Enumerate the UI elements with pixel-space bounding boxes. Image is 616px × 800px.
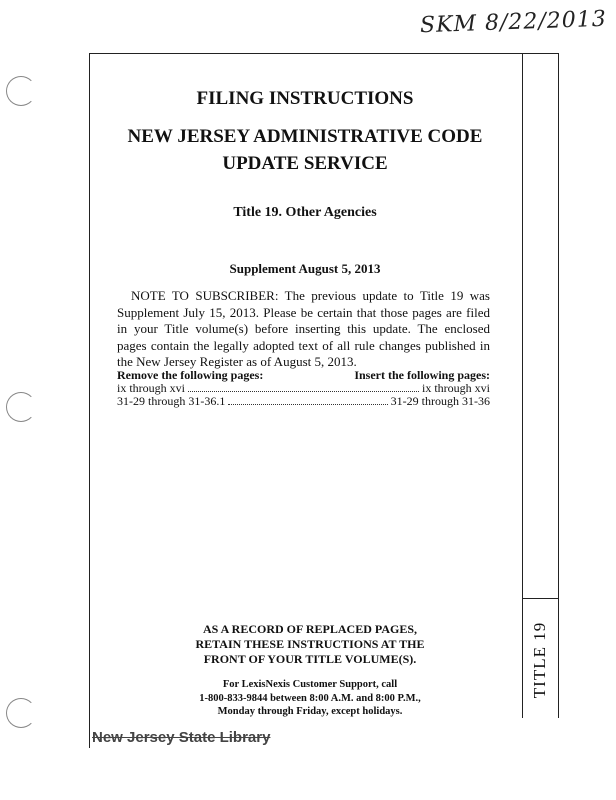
- support-line-3: Monday through Friday, except holidays.: [217, 706, 403, 717]
- insert-pages: 31-29 through 31-36: [390, 394, 490, 408]
- insert-pages: ix through xvi: [422, 381, 490, 395]
- record-instructions: [170, 622, 450, 667]
- remove-pages: 31-29 through 31-36.1: [117, 394, 226, 408]
- tab-divider-left: [522, 53, 523, 718]
- subtitle-line-1: NEW JERSEY ADMINISTRATIVE CODE: [127, 126, 483, 147]
- tab-marker: [522, 598, 558, 599]
- punch-hole-middle: [6, 392, 36, 422]
- punch-hole-top: [6, 76, 36, 106]
- table-row: [117, 394, 490, 409]
- page-frame-top: [89, 53, 559, 54]
- remove-header: Remove the following pages:: [117, 368, 264, 382]
- leader-dots: [188, 382, 419, 392]
- support-line-2: 1-800-833-9844 between 8:00 A.M. and 8:00 P.M.,: [199, 692, 421, 704]
- handwritten-annotation: SKM 8/22/2013: [419, 6, 608, 39]
- page-title: FILING INSTRUCTIONS: [196, 88, 414, 109]
- record-line-1: AS A RECORD OF REPLACED PAGES,: [202, 622, 418, 636]
- customer-support-info: [170, 678, 450, 719]
- page-subtitle: [100, 123, 510, 177]
- page-frame-left: [89, 53, 90, 748]
- support-line-1: For LexisNexis Customer Support, call: [222, 679, 398, 690]
- tab-divider-right: [558, 53, 559, 718]
- punch-hole-bottom: [6, 698, 36, 728]
- note-to-subscriber: NOTE TO SUBSCRIBER: The previous update to Title 19 was Supplement July 15, 2013. Please be certain that those pages are filed in your Title volume(s) before inserting this update. The enclosed pages contain the legally adopted text of all rule changes published in the New Jersey Register as of August 5, 2013.: [117, 288, 490, 369]
- record-line-3: FRONT OF YOUR TITLE VOLUME(S).: [203, 652, 417, 666]
- remove-pages: ix through xvi: [117, 381, 185, 395]
- subtitle-line-2: UPDATE SERVICE: [222, 153, 388, 174]
- title-tab: [520, 621, 560, 699]
- library-stamp: New Jersey State Library: [92, 729, 271, 746]
- leader-dots: [228, 395, 387, 405]
- title-tab-label: TITLE 19: [530, 621, 550, 699]
- supplement-date: Supplement August 5, 2013: [229, 261, 381, 276]
- insert-header: Insert the following pages:: [354, 368, 490, 382]
- title-name: Title 19. Other Agencies: [233, 205, 377, 220]
- record-line-2: RETAIN THESE INSTRUCTIONS AT THE: [195, 637, 425, 651]
